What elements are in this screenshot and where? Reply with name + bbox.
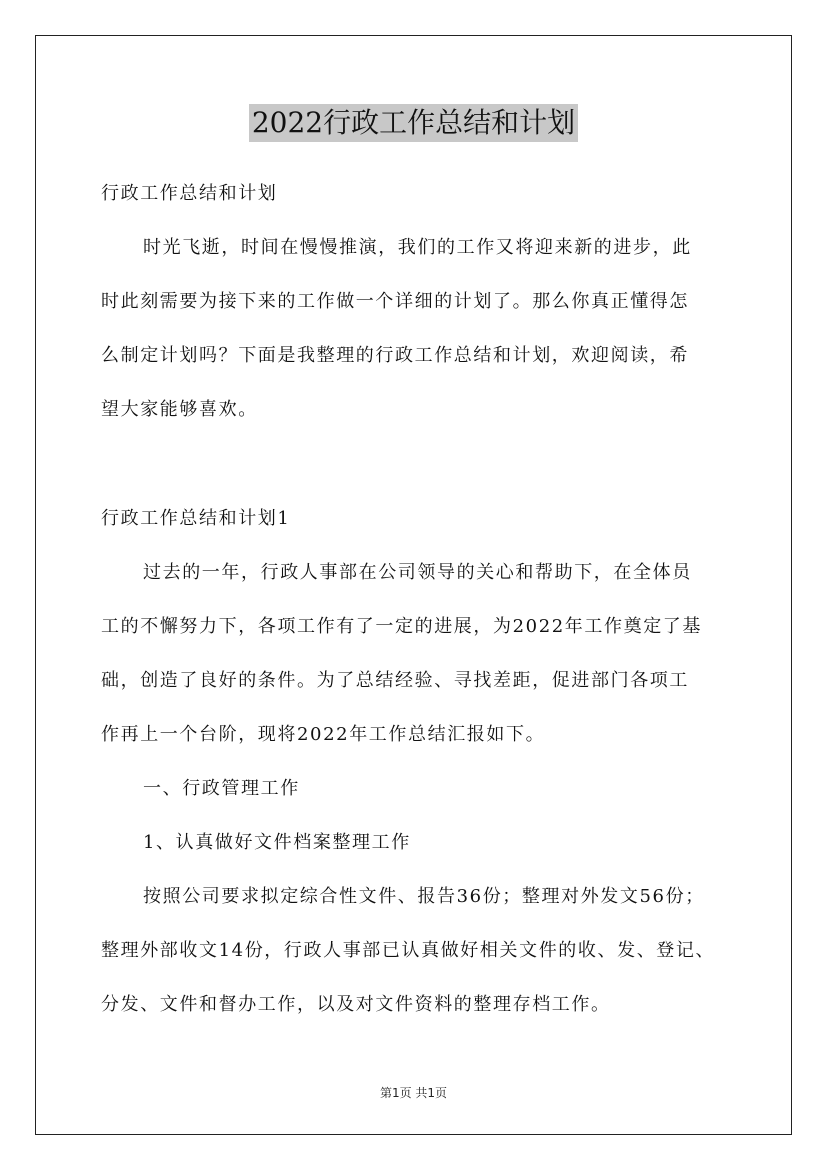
paragraph-line: 时光飞逝，时间在慢慢推演，我们的工作又将迎来新的进步，此 — [143, 237, 692, 258]
paragraph-line: 时此刻需要为接下来的工作做一个详细的计划了。那么你真正懂得怎 — [101, 291, 689, 312]
page-footer: 第1页 共1页 — [379, 1086, 448, 1100]
paragraph-line: 望大家能够喜欢。 — [101, 399, 258, 420]
subheading: 一、行政管理工作 — [143, 778, 300, 799]
document-title-text: 2022行政工作总结和计划 — [249, 104, 578, 142]
section-heading: 行政工作总结和计划 — [101, 183, 278, 204]
paragraph-line: 按照公司要求拟定综合性文件、报告36份；整理对外发文56份； — [143, 886, 705, 907]
paragraph-line: 础，创造了良好的条件。为了总结经验、寻找差距，促进部门各项工 — [101, 670, 689, 691]
section-heading: 行政工作总结和计划1 — [101, 508, 291, 529]
paragraph-line: 工的不懈努力下，各项工作有了一定的进展，为2022年工作奠定了基 — [101, 616, 703, 637]
subheading: 1、认真做好文件档案整理工作 — [143, 832, 411, 853]
paragraph-line: 分发、文件和督办工作，以及对文件资料的整理存档工作。 — [101, 994, 611, 1015]
paragraph-line: 过去的一年，行政人事部在公司领导的关心和帮助下，在全体员 — [143, 562, 692, 583]
document-title — [0, 104, 827, 146]
paragraph-line: 么制定计划吗？下面是我整理的行政工作总结和计划，欢迎阅读，希 — [101, 345, 689, 366]
paragraph-line: 整理外部收文14份，行政人事部已认真做好相关文件的收、发、登记、 — [101, 940, 716, 961]
paragraph-line: 作再上一个台阶，现将2022年工作总结汇报如下。 — [101, 724, 546, 745]
